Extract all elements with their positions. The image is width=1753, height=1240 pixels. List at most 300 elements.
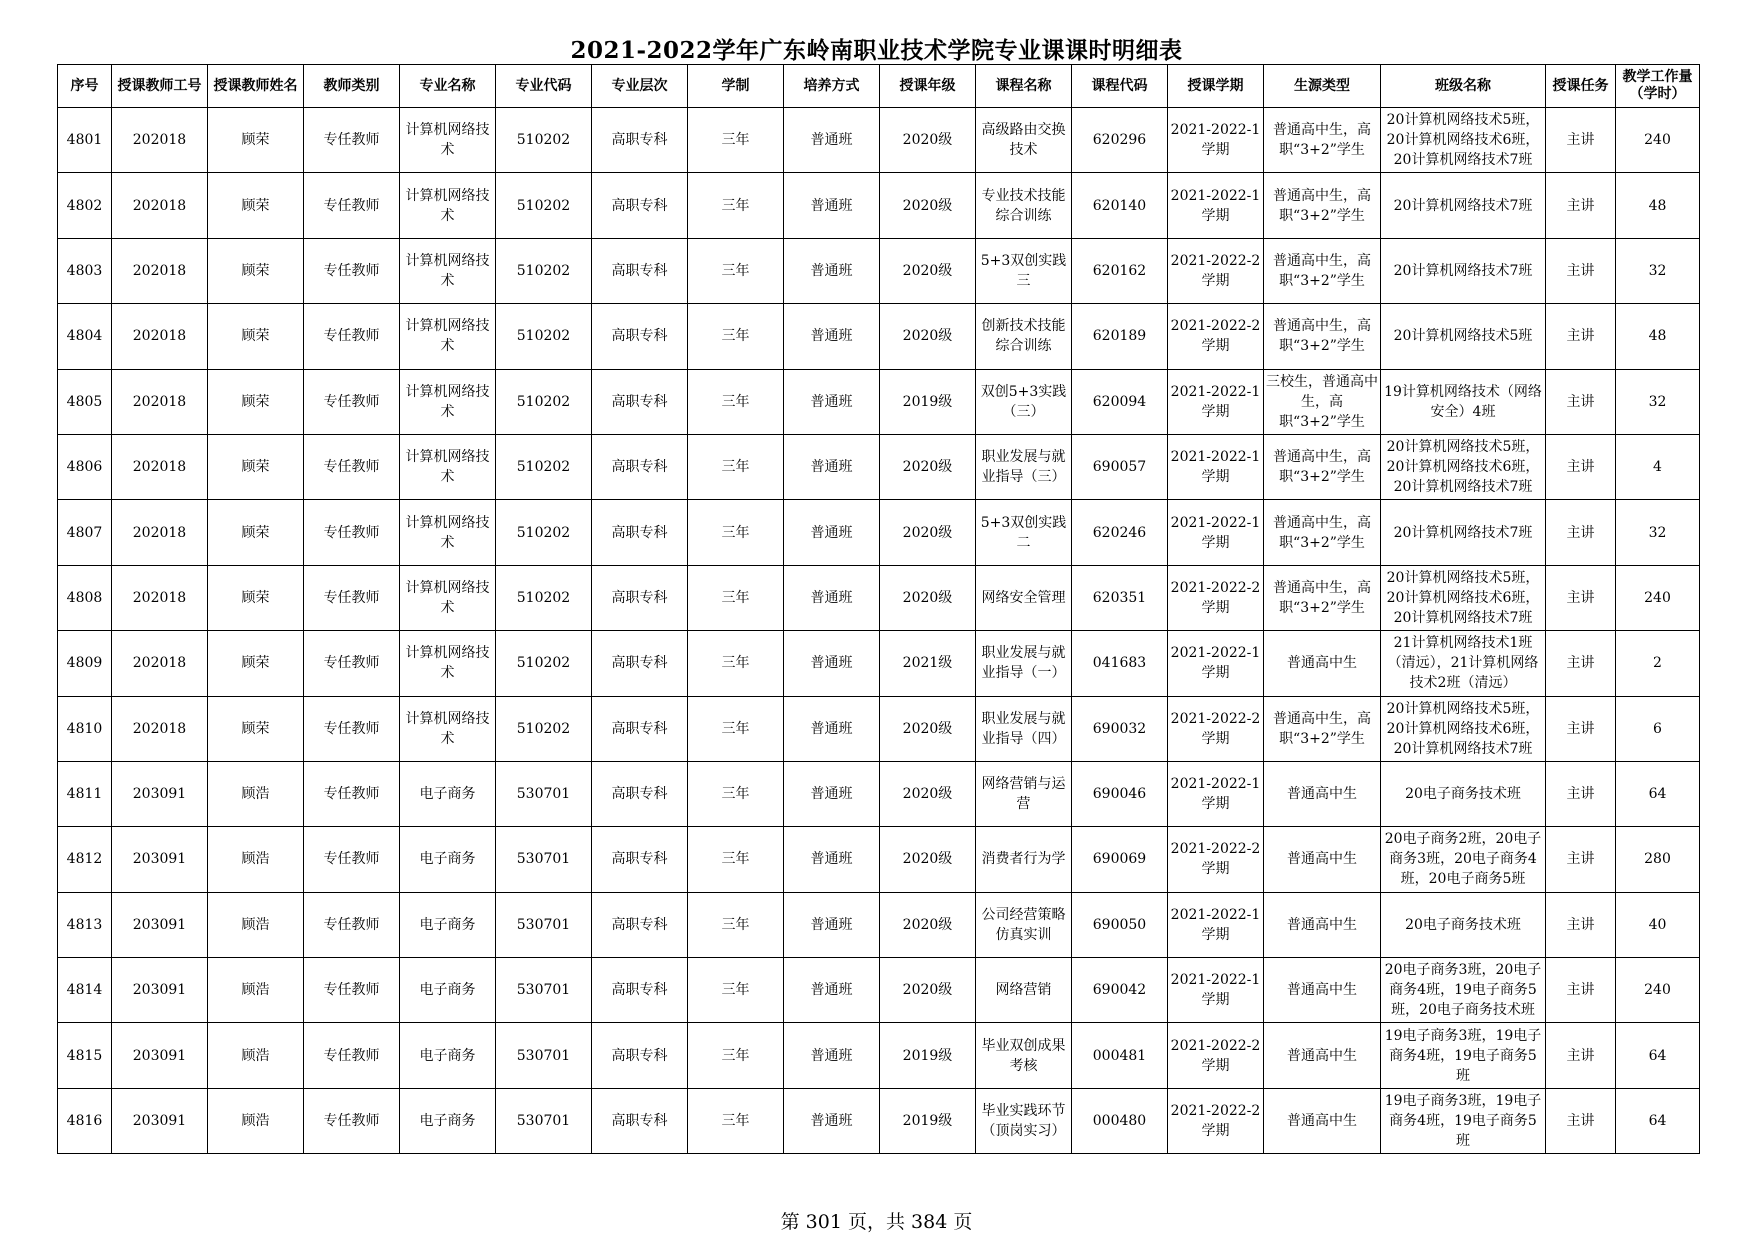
cell-text: 普通高中生 bbox=[1287, 786, 1357, 803]
table-cell bbox=[1546, 173, 1616, 238]
cell-text: 高职专科 bbox=[611, 851, 668, 868]
cell-text: 电子商务 bbox=[419, 1113, 476, 1130]
cell-text: 4812 bbox=[66, 851, 103, 868]
cell-text: 203091 bbox=[132, 1047, 187, 1064]
table-cell bbox=[1546, 108, 1616, 173]
cell-text: 48 bbox=[1648, 328, 1667, 345]
cell-text: 690069 bbox=[1092, 851, 1147, 868]
table-cell bbox=[880, 108, 976, 173]
cell-text: 专任教师 bbox=[323, 655, 380, 672]
table-cell bbox=[58, 696, 112, 761]
cell-text: 普通班 bbox=[810, 851, 853, 868]
cell-text: 690046 bbox=[1092, 786, 1147, 803]
table-cell bbox=[1616, 369, 1700, 434]
table-cell bbox=[400, 958, 496, 1023]
cell-text: 2021-2022-2学期 bbox=[1170, 318, 1261, 355]
cell-text: 2020级 bbox=[902, 851, 953, 868]
table-cell bbox=[688, 304, 784, 369]
cell-text: 530701 bbox=[516, 916, 571, 933]
cell-text: 高职专科 bbox=[611, 197, 668, 214]
table-cell bbox=[304, 1088, 400, 1153]
table-cell bbox=[1546, 1023, 1616, 1088]
table-cell bbox=[688, 827, 784, 892]
column-header: 序号 bbox=[58, 65, 112, 108]
table-cell bbox=[304, 761, 400, 826]
cell-text: 202018 bbox=[132, 132, 187, 149]
table-cell bbox=[208, 565, 304, 630]
table-cell bbox=[208, 434, 304, 499]
table-cell bbox=[1616, 1088, 1700, 1153]
cell-text: 2019级 bbox=[902, 1047, 953, 1064]
cell-text: 计算机网络技术 bbox=[405, 645, 490, 682]
table-cell bbox=[304, 958, 400, 1023]
table-cell bbox=[112, 631, 208, 696]
table-cell bbox=[1381, 1088, 1546, 1153]
cell-text: 主讲 bbox=[1566, 328, 1595, 345]
table-cell bbox=[1616, 434, 1700, 499]
column-header: 授课年级 bbox=[880, 65, 976, 108]
cell-text: 4807 bbox=[66, 524, 103, 541]
cell-text: 240 bbox=[1644, 132, 1671, 149]
cell-text: 202018 bbox=[132, 655, 187, 672]
table-cell bbox=[1546, 434, 1616, 499]
cell-text: 40 bbox=[1648, 916, 1667, 933]
cell-text: 4808 bbox=[66, 589, 103, 606]
table-cell bbox=[1264, 892, 1381, 957]
column-header: 授课教师工号 bbox=[112, 65, 208, 108]
cell-text: 三年 bbox=[721, 262, 750, 279]
cell-text: 510202 bbox=[516, 132, 571, 149]
cell-text: 20计算机网络技术5班，20计算机网络技术6班，20计算机网络技术7班 bbox=[1386, 439, 1540, 496]
table-cell bbox=[58, 761, 112, 826]
cell-text: 530701 bbox=[516, 982, 571, 999]
cell-text: 电子商务 bbox=[419, 851, 476, 868]
cell-text: 顾浩 bbox=[241, 1047, 270, 1064]
table-cell bbox=[208, 1088, 304, 1153]
table-cell bbox=[784, 631, 880, 696]
table-row bbox=[58, 173, 1700, 238]
cell-text: 普通高中生，高职“3+2”学生 bbox=[1273, 579, 1371, 616]
table-cell bbox=[1168, 1088, 1264, 1153]
cell-text: 4 bbox=[1653, 459, 1662, 476]
table-cell bbox=[976, 434, 1072, 499]
table-cell bbox=[976, 1088, 1072, 1153]
cell-text: 2020级 bbox=[902, 786, 953, 803]
table-body bbox=[58, 108, 1700, 1154]
table-cell bbox=[592, 892, 688, 957]
cell-text: 电子商务 bbox=[419, 916, 476, 933]
cell-text: 4813 bbox=[66, 916, 103, 933]
table-cell bbox=[304, 892, 400, 957]
table-cell bbox=[1616, 631, 1700, 696]
table-cell bbox=[1168, 565, 1264, 630]
table-cell bbox=[58, 173, 112, 238]
cell-text: 19电子商务3班，19电子商务4班，19电子商务5班 bbox=[1384, 1027, 1542, 1084]
table-cell bbox=[784, 108, 880, 173]
table-cell bbox=[112, 696, 208, 761]
table-row bbox=[58, 761, 1700, 826]
cell-text: 专任教师 bbox=[323, 262, 380, 279]
table-cell bbox=[208, 892, 304, 957]
cell-text: 三年 bbox=[721, 589, 750, 606]
table-cell bbox=[112, 108, 208, 173]
table-cell bbox=[496, 369, 592, 434]
cell-text: 普通高中生，高职“3+2”学生 bbox=[1273, 514, 1371, 551]
column-header: 授课学期 bbox=[1168, 65, 1264, 108]
table-cell bbox=[304, 696, 400, 761]
cell-text: 690057 bbox=[1092, 459, 1147, 476]
column-header: 生源类型 bbox=[1264, 65, 1381, 108]
table-cell bbox=[400, 108, 496, 173]
table-cell bbox=[784, 500, 880, 565]
table-cell bbox=[304, 304, 400, 369]
table-cell bbox=[592, 958, 688, 1023]
cell-text: 4814 bbox=[66, 982, 103, 999]
table-cell bbox=[112, 761, 208, 826]
table-cell bbox=[208, 108, 304, 173]
cell-text: 普通高中生，高职“3+2”学生 bbox=[1273, 122, 1371, 159]
table-cell bbox=[1072, 500, 1168, 565]
table-cell bbox=[1168, 1023, 1264, 1088]
table-cell bbox=[1381, 892, 1546, 957]
cell-text: 普通班 bbox=[810, 655, 853, 672]
table-cell bbox=[688, 631, 784, 696]
table-cell bbox=[1546, 304, 1616, 369]
cell-text: 2019级 bbox=[902, 393, 953, 410]
cell-text: 690032 bbox=[1092, 720, 1147, 737]
table-cell bbox=[1616, 108, 1700, 173]
column-header: 培养方式 bbox=[784, 65, 880, 108]
table-cell bbox=[496, 565, 592, 630]
table-cell bbox=[976, 892, 1072, 957]
cell-text: 创新技术技能综合训练 bbox=[981, 318, 1066, 355]
cell-text: 690042 bbox=[1092, 982, 1147, 999]
cell-text: 三年 bbox=[721, 851, 750, 868]
cell-text: 普通高中生，高职“3+2”学生 bbox=[1273, 710, 1371, 747]
table-cell bbox=[208, 1023, 304, 1088]
table-cell bbox=[208, 369, 304, 434]
cell-text: 普通班 bbox=[810, 1047, 853, 1064]
table-cell bbox=[1264, 1023, 1381, 1088]
table-cell bbox=[400, 696, 496, 761]
table-cell bbox=[880, 761, 976, 826]
cell-text: 顾荣 bbox=[241, 589, 270, 606]
cell-text: 530701 bbox=[516, 1113, 571, 1130]
table-cell bbox=[880, 238, 976, 303]
cell-text: 主讲 bbox=[1566, 916, 1595, 933]
table-cell bbox=[112, 500, 208, 565]
cell-text: 普通班 bbox=[810, 589, 853, 606]
cell-text: 专任教师 bbox=[323, 524, 380, 541]
cell-text: 计算机网络技术 bbox=[405, 383, 490, 420]
cell-text: 530701 bbox=[516, 786, 571, 803]
table-cell bbox=[592, 238, 688, 303]
cell-text: 三校生，普通高中生，高职“3+2”学生 bbox=[1266, 373, 1378, 430]
table-cell bbox=[58, 892, 112, 957]
cell-text: 203091 bbox=[132, 851, 187, 868]
table-cell bbox=[496, 892, 592, 957]
cell-text: 2021-2022-1学期 bbox=[1170, 645, 1261, 682]
table-cell bbox=[1381, 238, 1546, 303]
table-cell bbox=[1616, 500, 1700, 565]
cell-text: 顾荣 bbox=[241, 720, 270, 737]
cell-text: 专任教师 bbox=[323, 786, 380, 803]
table-cell bbox=[1072, 108, 1168, 173]
cell-text: 2019级 bbox=[902, 1113, 953, 1130]
table-cell bbox=[592, 304, 688, 369]
cell-text: 公司经营策略仿真实训 bbox=[981, 906, 1066, 943]
table-cell bbox=[1264, 304, 1381, 369]
table-cell bbox=[496, 434, 592, 499]
table-cell bbox=[976, 1023, 1072, 1088]
table-cell bbox=[1381, 827, 1546, 892]
cell-text: 三年 bbox=[721, 916, 750, 933]
table-cell bbox=[880, 631, 976, 696]
cell-text: 网络安全管理 bbox=[981, 589, 1066, 606]
cell-text: 顾荣 bbox=[241, 328, 270, 345]
table-cell bbox=[1168, 696, 1264, 761]
table-cell bbox=[208, 631, 304, 696]
cell-text: 203091 bbox=[132, 916, 187, 933]
cell-text: 电子商务 bbox=[419, 1047, 476, 1064]
cell-text: 2021-2022-2学期 bbox=[1170, 841, 1261, 878]
table-cell bbox=[1546, 500, 1616, 565]
table-cell bbox=[784, 761, 880, 826]
cell-text: 电子商务 bbox=[419, 786, 476, 803]
cell-text: 顾浩 bbox=[241, 786, 270, 803]
table-cell bbox=[304, 565, 400, 630]
cell-text: 三年 bbox=[721, 720, 750, 737]
cell-text: 高职专科 bbox=[611, 982, 668, 999]
cell-text: 高级路由交换技术 bbox=[981, 122, 1066, 159]
table-cell bbox=[1546, 369, 1616, 434]
table-cell bbox=[58, 958, 112, 1023]
table-cell bbox=[400, 827, 496, 892]
cell-text: 普通高中生 bbox=[1287, 982, 1357, 999]
table-cell bbox=[976, 761, 1072, 826]
table-cell bbox=[496, 958, 592, 1023]
table-cell bbox=[112, 958, 208, 1023]
table-cell bbox=[1616, 238, 1700, 303]
table-cell bbox=[304, 631, 400, 696]
table-cell bbox=[880, 434, 976, 499]
column-header: 授课教师姓名 bbox=[208, 65, 304, 108]
cell-text: 顾荣 bbox=[241, 393, 270, 410]
cell-text: 高职专科 bbox=[611, 393, 668, 410]
cell-text: 2021-2022-2学期 bbox=[1170, 579, 1261, 616]
table-cell bbox=[976, 304, 1072, 369]
cell-text: 202018 bbox=[132, 262, 187, 279]
table-cell bbox=[1168, 238, 1264, 303]
table-cell bbox=[784, 1023, 880, 1088]
table-cell bbox=[976, 238, 1072, 303]
cell-text: 高职专科 bbox=[611, 1047, 668, 1064]
cell-text: 620296 bbox=[1092, 132, 1147, 149]
cell-text: 510202 bbox=[516, 459, 571, 476]
cell-text: 三年 bbox=[721, 459, 750, 476]
table-cell bbox=[592, 761, 688, 826]
cell-text: 620094 bbox=[1092, 393, 1147, 410]
table-cell bbox=[1616, 827, 1700, 892]
cell-text: 620140 bbox=[1092, 197, 1147, 214]
cell-text: 普通班 bbox=[810, 1113, 853, 1130]
table-cell bbox=[1264, 631, 1381, 696]
cell-text: 专任教师 bbox=[323, 851, 380, 868]
table-cell bbox=[592, 565, 688, 630]
cell-text: 2021-2022-1学期 bbox=[1170, 449, 1261, 486]
cell-text: 2021-2022-1学期 bbox=[1170, 776, 1261, 813]
table-cell bbox=[880, 304, 976, 369]
table-cell bbox=[1168, 761, 1264, 826]
cell-text: 4815 bbox=[66, 1047, 103, 1064]
table-cell bbox=[688, 696, 784, 761]
table-cell bbox=[1264, 434, 1381, 499]
table-cell bbox=[58, 1023, 112, 1088]
table-cell bbox=[1072, 892, 1168, 957]
cell-text: 顾浩 bbox=[241, 851, 270, 868]
table-cell bbox=[1168, 631, 1264, 696]
table-cell bbox=[976, 369, 1072, 434]
table-cell bbox=[976, 958, 1072, 1023]
cell-text: 主讲 bbox=[1566, 982, 1595, 999]
table-cell bbox=[496, 238, 592, 303]
column-header: 专业层次 bbox=[592, 65, 688, 108]
cell-text: 2020级 bbox=[902, 328, 953, 345]
table-cell bbox=[304, 500, 400, 565]
cell-text: 普通高中生 bbox=[1287, 1047, 1357, 1064]
cell-text: 2021-2022-2学期 bbox=[1170, 252, 1261, 289]
table-cell bbox=[688, 108, 784, 173]
table-cell bbox=[58, 369, 112, 434]
cell-text: 20电子商务2班，20电子商务3班，20电子商务4班，20电子商务5班 bbox=[1384, 831, 1542, 888]
cell-text: 主讲 bbox=[1566, 1047, 1595, 1064]
table-cell bbox=[208, 827, 304, 892]
table-cell bbox=[1072, 1023, 1168, 1088]
table-row bbox=[58, 696, 1700, 761]
cell-text: 普通班 bbox=[810, 132, 853, 149]
cell-text: 顾荣 bbox=[241, 655, 270, 672]
table-header-row bbox=[58, 65, 1700, 108]
cell-text: 主讲 bbox=[1566, 132, 1595, 149]
cell-text: 4801 bbox=[66, 132, 103, 149]
table-row bbox=[58, 108, 1700, 173]
column-header: 教师类别 bbox=[304, 65, 400, 108]
cell-text: 32 bbox=[1648, 524, 1667, 541]
table-cell bbox=[58, 827, 112, 892]
cell-text: 高职专科 bbox=[611, 720, 668, 737]
cell-text: 2020级 bbox=[902, 262, 953, 279]
cell-text: 510202 bbox=[516, 328, 571, 345]
column-header: 授课任务 bbox=[1546, 65, 1616, 108]
cell-text: 计算机网络技术 bbox=[405, 579, 490, 616]
table-cell bbox=[1546, 631, 1616, 696]
table-cell bbox=[688, 1088, 784, 1153]
cell-text: 4802 bbox=[66, 197, 103, 214]
column-header: 专业名称 bbox=[400, 65, 496, 108]
table-cell bbox=[400, 1023, 496, 1088]
table-cell bbox=[112, 238, 208, 303]
cell-text: 专任教师 bbox=[323, 1047, 380, 1064]
table-cell bbox=[496, 696, 592, 761]
cell-text: 计算机网络技术 bbox=[405, 514, 490, 551]
cell-text: 2021-2022-1学期 bbox=[1170, 383, 1261, 420]
table-cell bbox=[1381, 761, 1546, 826]
cell-text: 普通班 bbox=[810, 328, 853, 345]
table-cell bbox=[1168, 304, 1264, 369]
table-cell bbox=[880, 565, 976, 630]
cell-text: 高职专科 bbox=[611, 262, 668, 279]
cell-text: 4805 bbox=[66, 393, 103, 410]
cell-text: 顾荣 bbox=[241, 524, 270, 541]
cell-text: 电子商务 bbox=[419, 982, 476, 999]
table-cell bbox=[1381, 1023, 1546, 1088]
table-cell bbox=[1072, 173, 1168, 238]
cell-text: 消费者行为学 bbox=[981, 851, 1066, 868]
cell-text: 20计算机网络技术5班，20计算机网络技术6班，20计算机网络技术7班 bbox=[1386, 700, 1540, 757]
table-cell bbox=[304, 108, 400, 173]
cell-text: 4804 bbox=[66, 328, 103, 345]
table-cell bbox=[784, 238, 880, 303]
table-cell bbox=[784, 173, 880, 238]
cell-text: 专任教师 bbox=[323, 328, 380, 345]
cell-text: 高职专科 bbox=[611, 1113, 668, 1130]
table-cell bbox=[1546, 1088, 1616, 1153]
table-cell bbox=[400, 369, 496, 434]
table-cell bbox=[1546, 761, 1616, 826]
table-cell bbox=[1072, 565, 1168, 630]
cell-text: 21计算机网络技术1班（清远），21计算机网络技术2班（清远） bbox=[1387, 635, 1539, 692]
table-cell bbox=[784, 892, 880, 957]
table-cell bbox=[688, 1023, 784, 1088]
table-cell bbox=[58, 565, 112, 630]
table-cell bbox=[592, 1023, 688, 1088]
cell-text: 双创5+3实践（三） bbox=[980, 383, 1067, 420]
cell-text: 普通班 bbox=[810, 262, 853, 279]
table-cell bbox=[58, 108, 112, 173]
cell-text: 2021-2022-1学期 bbox=[1170, 972, 1261, 1009]
table-cell bbox=[58, 1088, 112, 1153]
cell-text: 高职专科 bbox=[611, 524, 668, 541]
column-header: 教学工作量（学时） bbox=[1616, 65, 1700, 108]
cell-text: 普通班 bbox=[810, 916, 853, 933]
cell-text: 专任教师 bbox=[323, 132, 380, 149]
table-cell bbox=[592, 173, 688, 238]
cell-text: 三年 bbox=[721, 786, 750, 803]
table-cell bbox=[688, 500, 784, 565]
cell-text: 202018 bbox=[132, 328, 187, 345]
cell-text: 计算机网络技术 bbox=[405, 122, 490, 159]
cell-text: 高职专科 bbox=[611, 459, 668, 476]
cell-text: 专任教师 bbox=[323, 197, 380, 214]
column-header: 课程代码 bbox=[1072, 65, 1168, 108]
cell-text: 5+3双创实践二 bbox=[980, 514, 1067, 551]
cell-text: 专任教师 bbox=[323, 916, 380, 933]
cell-text: 202018 bbox=[132, 720, 187, 737]
table-cell bbox=[592, 108, 688, 173]
cell-text: 主讲 bbox=[1566, 655, 1595, 672]
table-cell bbox=[496, 173, 592, 238]
table-cell bbox=[1381, 304, 1546, 369]
table-row bbox=[58, 238, 1700, 303]
cell-text: 20电子商务技术班 bbox=[1405, 916, 1521, 933]
cell-text: 普通班 bbox=[810, 720, 853, 737]
table-cell bbox=[976, 108, 1072, 173]
table-cell bbox=[1264, 827, 1381, 892]
table-cell bbox=[880, 892, 976, 957]
table-cell bbox=[1072, 304, 1168, 369]
cell-text: 普通班 bbox=[810, 982, 853, 999]
cell-text: 高职专科 bbox=[611, 589, 668, 606]
